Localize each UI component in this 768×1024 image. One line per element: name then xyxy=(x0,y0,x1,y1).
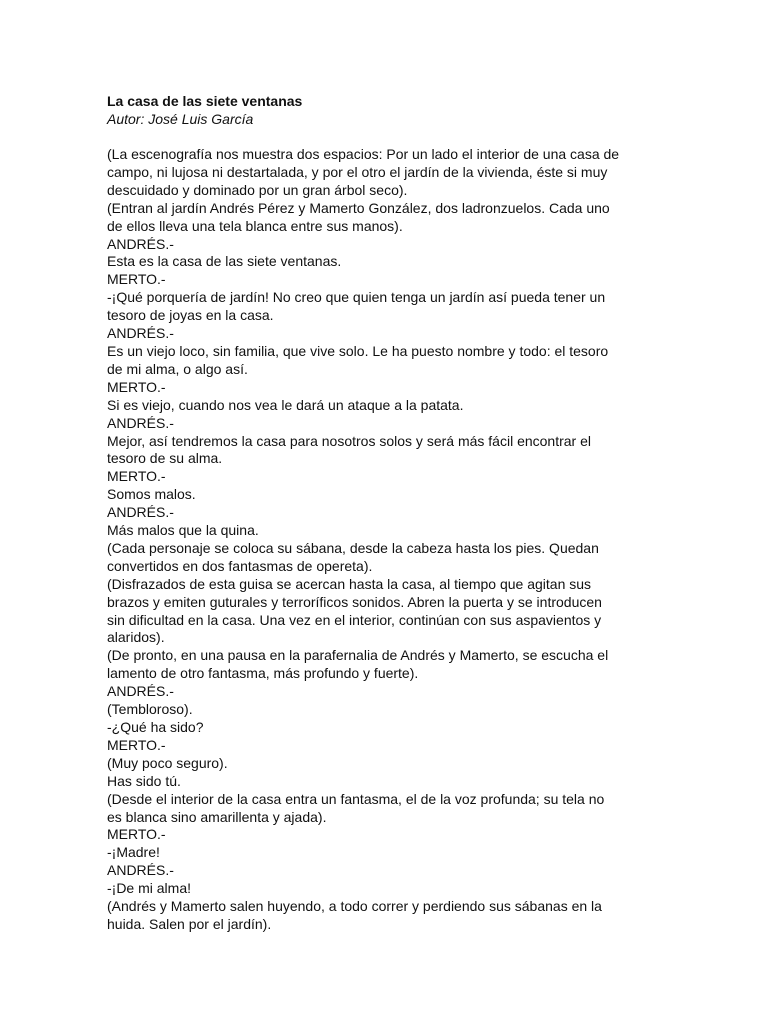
text-line: -¡Qué porquería de jardín! No creo que quien tenga un jardín así pueda tener un xyxy=(107,289,606,306)
text-line: MERTO.- xyxy=(107,468,166,485)
text-line: campo, ni lujosa ni destartalada, y por el otro el jardín de la vivienda, éste si muy xyxy=(107,163,608,180)
text-line: alaridos). xyxy=(107,629,165,646)
text-line: de mi alma, o algo así. xyxy=(107,360,248,377)
text-line: es blanca sino amarillenta y ajada). xyxy=(107,808,327,825)
text-line: MERTO.- xyxy=(107,271,166,288)
text-line: convertidos en dos fantasmas de opereta). xyxy=(107,557,373,574)
text-line: -¿Qué ha sido? xyxy=(107,719,204,735)
text-line: sin dificultad en la casa. Una vez en el interior, continúan con sus aspavientos y xyxy=(107,611,602,628)
document-author: Autor: José Luis García xyxy=(107,111,254,127)
text-line: (Disfrazados de esta guisa se acercan hasta la casa, al tiempo que agitan sus xyxy=(107,575,592,592)
text-line: MERTO.- xyxy=(107,736,166,753)
text-line: Esta es la casa de las siete ventanas. xyxy=(107,253,342,270)
document-title: La casa de las siete ventanas xyxy=(107,93,303,109)
text-line: (Muy poco seguro). xyxy=(107,754,228,771)
text-line: ANDRÉS.- xyxy=(107,235,174,252)
text-line: Has sido tú. xyxy=(107,772,181,789)
text-line: ANDRÉS.- xyxy=(107,325,174,342)
text-line: Más malos que la quina. xyxy=(107,522,259,539)
text-line: (La escenografía nos muestra dos espacios: Por un lado el interior de una casa de xyxy=(107,146,620,162)
text-line: (Desde el interior de la casa entra un fantasma, el de la voz profunda; su tela no xyxy=(107,790,605,807)
text-line: (Entran al jardín Andrés Pérez y Mamerto González, dos ladronzuelos. Cada uno xyxy=(107,199,610,216)
text-line: -¡De mi alma! xyxy=(107,880,192,897)
text-line: Mejor, así tendremos la casa para nosotros solos y será más fácil encontrar el xyxy=(107,432,591,449)
text-line: (Tembloroso). xyxy=(107,701,193,718)
text-line: (Cada personaje se coloca su sábana, desde la cabeza hasta los pies. Quedan xyxy=(107,539,599,556)
document-page xyxy=(107,92,667,934)
text-line: Es un viejo loco, sin familia, que vive solo. Le ha puesto nombre y todo: el tesoro xyxy=(107,342,609,359)
text-line: tesoro de joyas en la casa. xyxy=(107,307,274,324)
document-body xyxy=(107,146,667,934)
text-line: MERTO.- xyxy=(107,378,166,395)
text-line: ANDRÉS.- xyxy=(107,683,174,700)
text-line: tesoro de su alma. xyxy=(107,450,223,467)
text-line: de ellos lleva una tela blanca entre sus manos). xyxy=(107,217,403,234)
text-line: descuidado y dominado por un gran árbol seco). xyxy=(107,181,408,198)
text-line: (De pronto, en una pausa en la parafernalia de Andrés y Mamerto, se escucha el xyxy=(107,647,609,664)
text-line: Si es viejo, cuando nos vea le dará un ataque a la patata. xyxy=(107,396,464,413)
text-line: ANDRÉS.- xyxy=(107,414,174,431)
text-line: -¡Madre! xyxy=(107,844,160,861)
text-line: ANDRÉS.- xyxy=(107,862,174,879)
text-line: MERTO.- xyxy=(107,826,166,843)
text-line: Somos malos. xyxy=(107,486,196,503)
text-line: huida. Salen por el jardín). xyxy=(107,915,272,932)
text-line: ANDRÉS.- xyxy=(107,504,174,521)
text-line: (Andrés y Mamerto salen huyendo, a todo correr y perdiendo sus sábanas en la xyxy=(107,898,602,915)
text-line: brazos y emiten guturales y terroríficos sonidos. Abren la puerta y se introducen xyxy=(107,593,602,610)
text-line: lamento de otro fantasma, más profundo y fuerte). xyxy=(107,665,419,682)
